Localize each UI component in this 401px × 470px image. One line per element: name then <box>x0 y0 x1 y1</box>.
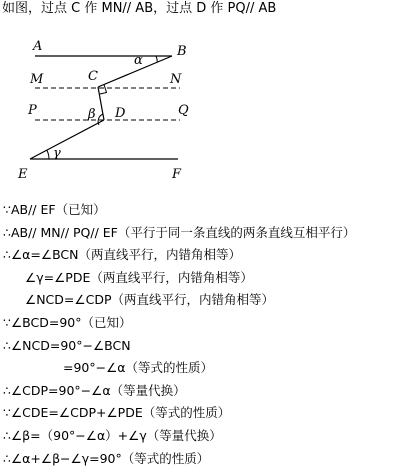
proof-line-3: ∴∠α=∠BCN（两直线平行，内错角相等） <box>3 247 242 263</box>
proof-line-6: ∵∠BCD=90°（已知） <box>3 314 132 330</box>
geometry-figure <box>0 0 401 200</box>
problem-intro: 如图，过点 C 作 MN// AB，过点 D 作 PQ// AB <box>2 1 277 16</box>
proof-line-12: ∴∠α+∠β−∠γ=90°（等式的性质） <box>3 450 210 466</box>
label-alpha: α <box>134 53 143 68</box>
label-p: P <box>28 103 37 118</box>
proof-line-5: ∠NCD=∠CDP（两直线平行，内错角相等） <box>25 292 274 308</box>
proof-line-1: ∵AB// EF（已知） <box>3 202 106 217</box>
segment-de <box>30 120 104 159</box>
label-n: N <box>170 72 182 87</box>
proof-line-2: ∴AB// MN// PQ// EF（平行于同一条直线的两条直线互相平行） <box>3 224 356 240</box>
proof-block <box>3 199 355 470</box>
proof-line-10: ∵∠CDE=∠CDP+∠PDE（等式的性质） <box>3 405 231 421</box>
proof-line-8: =90°−∠α（等式的性质） <box>63 360 214 376</box>
label-a: A <box>33 39 43 54</box>
angle-alpha-arc <box>156 56 157 62</box>
label-q: Q <box>178 103 189 118</box>
label-e: E <box>18 167 28 182</box>
proof-line-9: ∴∠CDP=90°−∠α（等量代换） <box>3 382 186 398</box>
angle-gamma-arc <box>47 151 49 160</box>
label-b: B <box>177 44 187 59</box>
proof-line-7: ∴∠NCD=90°−∠BCN <box>3 337 131 353</box>
label-beta: β <box>88 107 96 122</box>
label-m: M <box>30 72 44 87</box>
label-gamma: γ <box>53 146 61 161</box>
proof-line-4: ∠γ=∠PDE（两直线平行，内错角相等） <box>25 269 253 285</box>
label-c: C <box>88 69 98 84</box>
label-f: F <box>172 167 182 182</box>
label-d: D <box>115 106 126 121</box>
proof-line-11: ∴∠β=（90°−∠α）+∠γ（等量代换） <box>3 427 222 443</box>
geometry-diagram <box>0 0 401 200</box>
